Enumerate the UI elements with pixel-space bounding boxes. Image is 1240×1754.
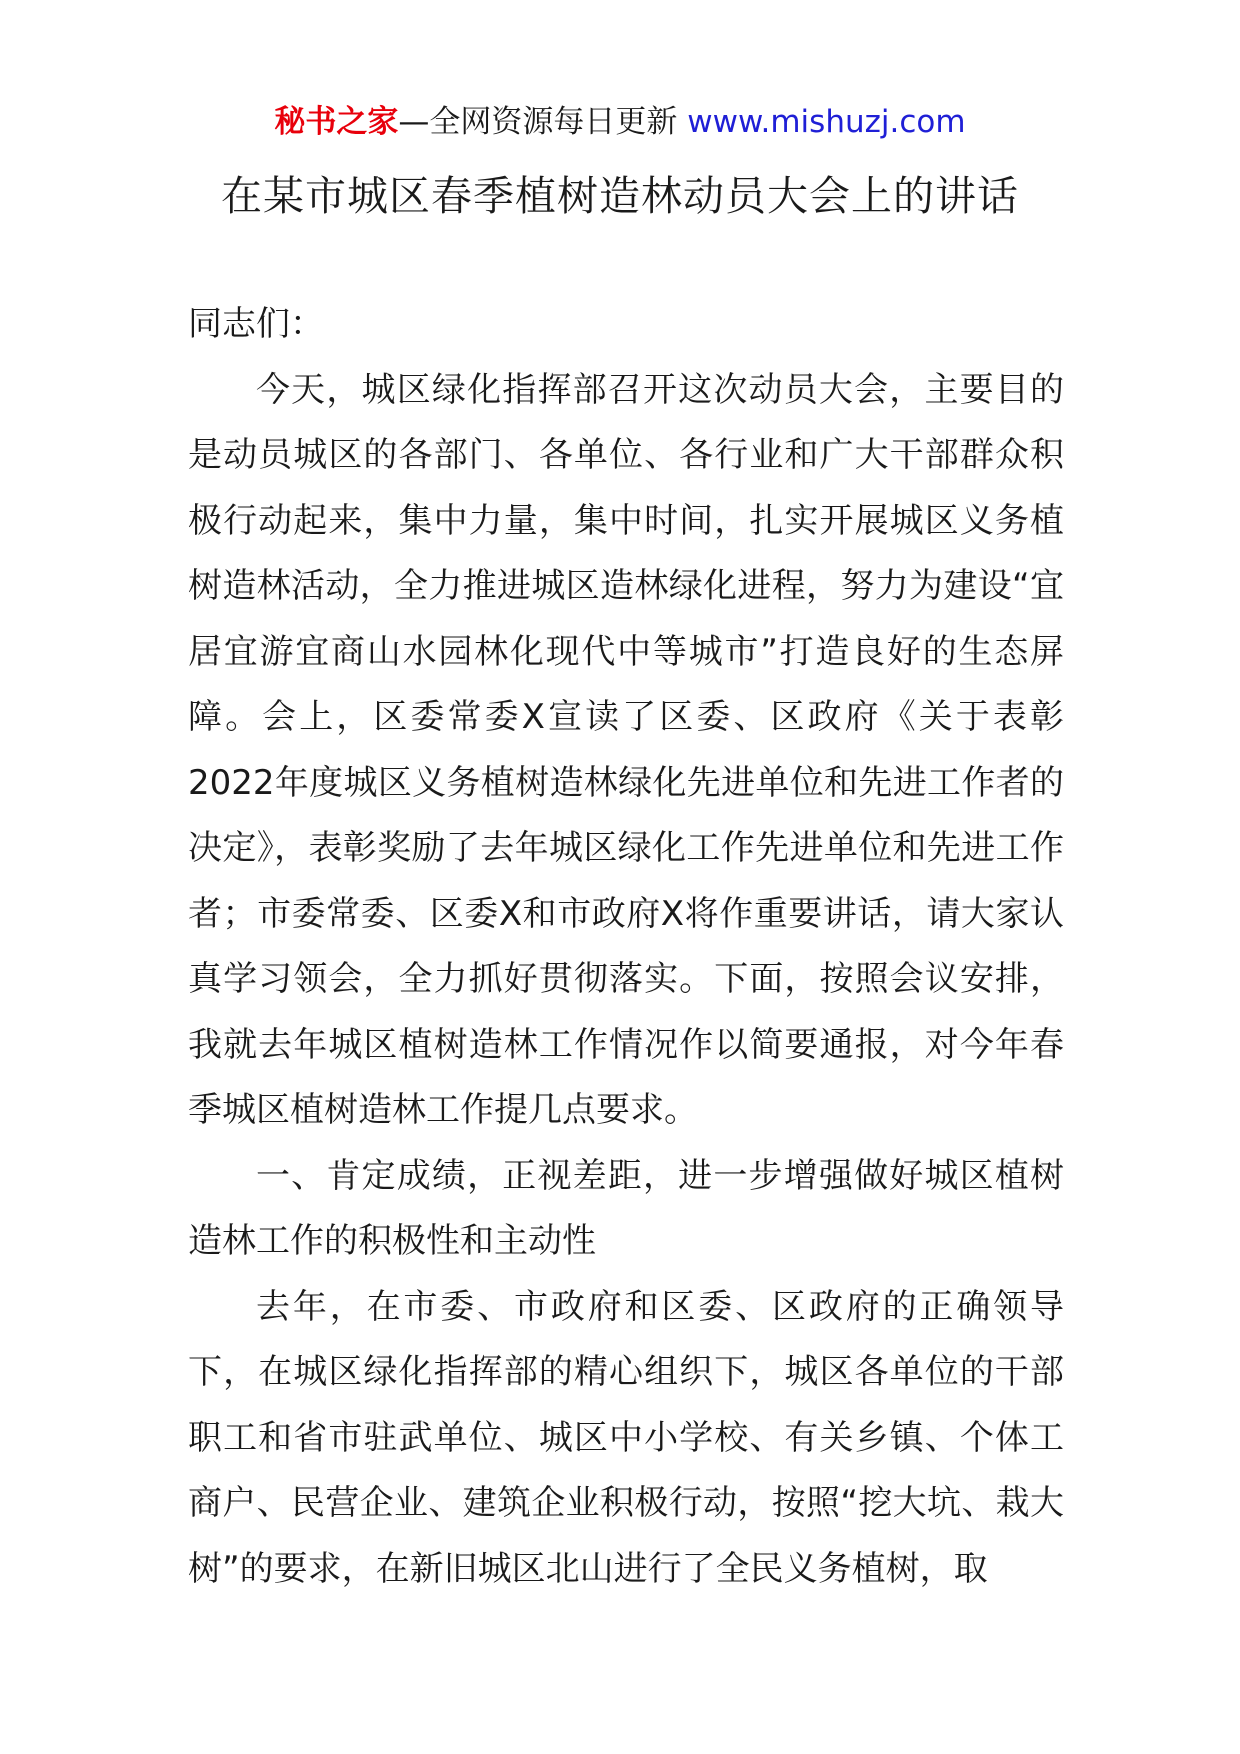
document-body [188, 292, 1064, 1602]
salutation: 同志们： [188, 304, 324, 344]
document-title: 在某市城区春季植树造林动员大会上的讲话 [221, 172, 1019, 220]
site-url-link[interactable]: www.mishuzj.com [687, 104, 966, 140]
paragraph-intro: 今天，城区绿化指挥部召开这次动员大会，主要目的是动员城区的各部门、各单位、各行业和广大干部群众积极行动起来，集中力量，集中时间，扎实开展城区义务植树造林活动，全力推进城区造林绿化进程，努力为建设“宜居宜游宜商山水园林化现代中等城市”打造良好的生态屏障。会上，区委常委X宣读了区委、区政府《关于表彰2022年度城区义务植树造林绿化先进单位和先进工作者的决定》，表彰奖励了去年城区绿化工作先进单位和先进工作者；市委常委、区委X和市政府X将作重要讲话，请大家认真学习领会，全力抓好贯彻落实。下面，按照会议安排，我就去年城区植树造林工作情况作以简要通报，对今年春季城区植树造林工作提几点要求。 [188, 369, 1064, 1130]
site-header [0, 102, 1240, 142]
section-heading-1: 一、肯定成绩，正视差距，进一步增强做好城区植树造林工作的积极性和主动性 [188, 1155, 1064, 1261]
brand-name: 秘书之家 [274, 104, 399, 140]
paragraph-last-year: 去年，在市委、市政府和区委、区政府的正确领导下，在城区绿化指挥部的精心组织下，城区各单位的干部职工和省市驻武单位、城区中小学校、有关乡镇、个体工商户、民营企业、建筑企业积极行动，按照“挖大坑、栽大树”的要求，在新旧城区北山进行了全民义务植树，取 [188, 1286, 1064, 1589]
header-tagline: —全网资源每日更新 [398, 104, 678, 140]
